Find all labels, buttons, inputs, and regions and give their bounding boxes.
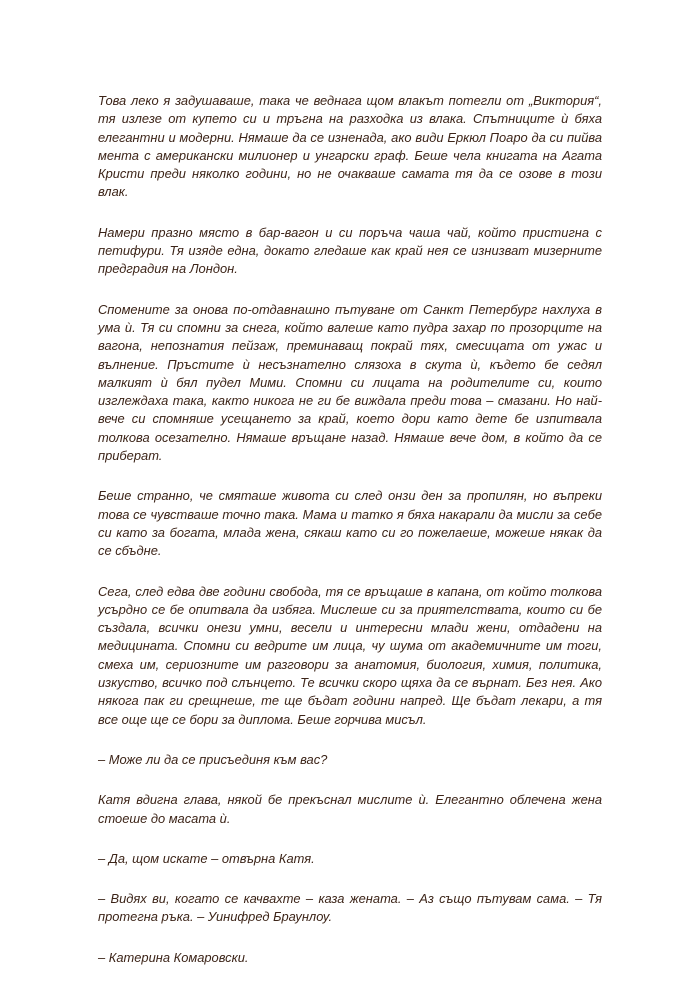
dialogue-line-1: – Може ли да се присъединя към вас? xyxy=(98,751,328,767)
paragraph-4: Беше странно, че смяташе живота си след онзи ден за пропилян, но въпреки това се чувстваше точно така. Мама и татко я бяха накарали да мисли за себе си като за богата, млада жена, сякаш като си го пожелаеше, можеше някак да се сбъдне. xyxy=(98,488,602,559)
paragraph-2: Намери празно място в бар-вагон и си поръча чаша чай, който пристигна с петифури. Тя изяде една, докато гледаше как край нея се изнизват мизерните предградия на Лондон. xyxy=(98,224,602,277)
paragraph-1: Това леко я задушаваше, така че веднага щом влакът потегли от „Виктория“, тя излезе от купето си и тръгна на разходка из влака. Спътниците ѝ бяха елегантни и модерни. Нямаше да се изненада, ако види Еркюл Поаро да си пийва мента с американски милионер и унгарски граф. Беше чела книгата на Агата Кристи преди няколко години, но не очакваше самата тя да се озове в този влак. xyxy=(98,93,602,200)
dialogue-line-4: – Катерина Комаровски. xyxy=(98,949,249,965)
text-column xyxy=(98,92,602,989)
dialogue-line-3: – Видях ви, когато се качвахте – каза жената. – Аз също пътувам сама. – Тя протегна ръка. – Уинифред Браунлоу. xyxy=(98,891,602,925)
paragraph-3: Спомените за онова по-отдавнашно пътуване от Санкт Петербург нахлуха в ума ѝ. Тя си спомни за снега, който валеше като пудра захар по прозорците на вагона, непознатия пейзаж, преминаващ покрай тях, смесицата от ужас и вълнение. Пръстите ѝ несъзнателно слязоха в скута ѝ, където бе седял малкият ѝ бял пудел Мими. Спомни си лицата на родителите си, които изглеждаха така, както никога не ги бе виждала преди това – смазани. Но най-вече си спомняше усещането за край, което дори като дете бе изпитвала толкова осезателно. Нямаше връщане назад. Нямаше вече дом, в който да се приберат. xyxy=(98,301,602,464)
paragraph-6: Катя вдигна глава, някой бе прекъснал мислите ѝ. Елегантно облечена жена стоеше до масата ѝ. xyxy=(98,792,602,826)
paragraph-5: Сега, след едва две години свобода, тя се връщаше в капана, от който толкова усърдно се бе опитвала да избяга. Мислеше си за приятелствата, които си бе създала, всички онези умни, весели и интересни млади жени, отдадени на медицината. Спомни си ведрите им лица, чу шума от академичните им тоги, смеха им, сериозните им разговори за анатомия, биология, химия, политика, изкуство, всичко под слънцето. Те всички скоро щяха да се върнат. Без нея. Ако някога пак ги срещнеше, те ще бъдат години напред. Ще бъдат лекари, а тя все още ще се бори за диплома. Беше горчива мисъл. xyxy=(98,583,602,727)
dialogue-line-2: – Да, щом искате – отвърна Катя. xyxy=(98,850,315,866)
